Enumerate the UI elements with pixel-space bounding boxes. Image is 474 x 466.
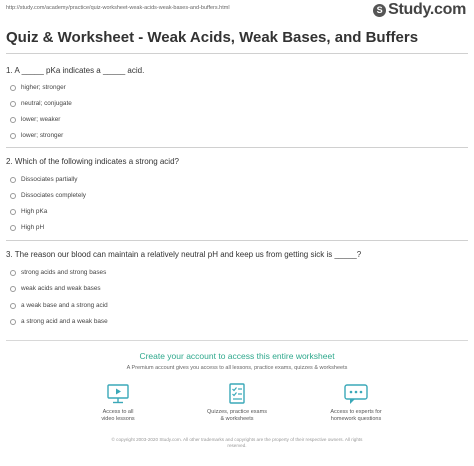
radio-icon[interactable] — [10, 101, 16, 107]
copyright-line: © copyright 2003-2020 Study.com. All other trademarks and copyrights are the property of their respective owners. All rights — [111, 437, 363, 442]
copyright-text — [10, 437, 464, 449]
question-divider — [6, 240, 468, 241]
question-2: 2. Which of the following indicates a strong acid? — [6, 157, 179, 166]
radio-icon[interactable] — [10, 177, 16, 183]
promo-title[interactable]: Create your account to access this entire worksheet — [139, 351, 335, 361]
radio-icon[interactable] — [10, 193, 16, 199]
study-logo-text: Study.com — [388, 1, 466, 18]
radio-icon[interactable] — [10, 270, 16, 276]
question-2-option-1[interactable]: Dissociates partially — [10, 176, 77, 183]
question-1-option-4[interactable]: lower; stronger — [10, 132, 63, 139]
page-title: Quiz & Worksheet - Weak Acids, Weak Bases, and Buffers — [6, 29, 419, 46]
feature-line: & worksheets — [220, 416, 254, 422]
feature-line: homework questions — [330, 416, 382, 422]
computer-icon — [105, 383, 131, 405]
feature-video-lessons — [78, 383, 158, 423]
feature-line: Quizzes, practice exams — [207, 409, 267, 415]
radio-icon[interactable] — [10, 319, 16, 325]
quiz-icon — [224, 383, 250, 405]
feature-line: video lessons — [101, 416, 135, 422]
page-url: http://study.com/academy/practice/quiz-worksheet-weak-acids-weak-bases-and-buffers.html — [6, 5, 230, 11]
question-1: 1. A _____ pKa indicates a _____ acid. — [6, 66, 145, 75]
study-logo-icon: S — [373, 4, 386, 17]
question-3-option-2[interactable]: weak acids and weak bases — [10, 285, 101, 292]
question-1-option-2[interactable]: neutral; conjugate — [10, 100, 72, 107]
question-3-option-3[interactable]: a weak base and a strong acid — [10, 302, 108, 309]
radio-icon[interactable] — [10, 286, 16, 292]
feature-quizzes — [197, 383, 277, 423]
radio-icon[interactable] — [10, 303, 16, 309]
title-divider — [6, 53, 468, 54]
question-2-option-3[interactable]: High pKa — [10, 208, 47, 215]
question-1-option-1[interactable]: higher; stronger — [10, 84, 66, 91]
copyright-line: reserved. — [227, 443, 247, 448]
radio-icon[interactable] — [10, 133, 16, 139]
question-3: 3. The reason our blood can maintain a relatively neutral pH and keep us from getting sick is _____? — [6, 250, 362, 259]
radio-icon[interactable] — [10, 209, 16, 215]
feature-line: Access to all — [102, 409, 134, 415]
question-1-option-3[interactable]: lower; weaker — [10, 116, 60, 123]
promo-subtitle: A Premium account gives you access to all lessons, practice exams, quizzes & worksheets — [126, 365, 348, 371]
radio-icon[interactable] — [10, 117, 16, 123]
expert-chat-icon — [343, 383, 369, 405]
question-3-option-4[interactable]: a strong acid and a weak base — [10, 318, 108, 325]
feature-line: Access to experts for — [330, 409, 382, 415]
radio-icon[interactable] — [10, 85, 16, 91]
feature-experts — [316, 383, 396, 423]
question-divider — [6, 147, 468, 148]
question-2-option-4[interactable]: High pH — [10, 224, 44, 231]
promo-divider — [6, 340, 468, 341]
radio-icon[interactable] — [10, 225, 16, 231]
study-logo[interactable] — [373, 1, 466, 19]
question-2-option-2[interactable]: Dissociates completely — [10, 192, 86, 199]
question-3-option-1[interactable]: strong acids and strong bases — [10, 269, 106, 276]
